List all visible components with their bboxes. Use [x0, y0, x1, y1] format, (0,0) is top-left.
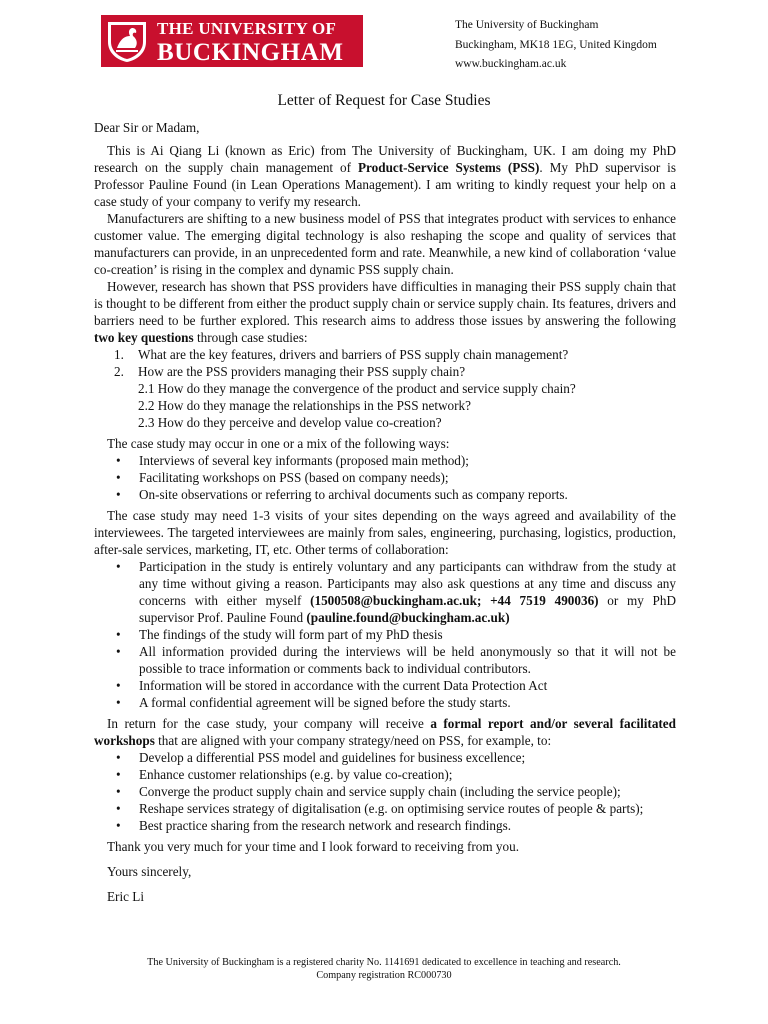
- letter-body: [94, 119, 676, 905]
- return-text-offer: a formal report and/or several facilitated workshops: [94, 716, 676, 748]
- footer-charity: The University of Buckingham is a registered charity No. 1141691 dedicated to excellence in teaching and research.: [147, 957, 621, 968]
- address-line-postal: Buckingham, MK18 1EG, United Kingdom: [455, 38, 657, 51]
- address-line-website: www.buckingham.ac.uk: [455, 58, 567, 70]
- paragraph-problem: [94, 278, 676, 346]
- question-number: 2.: [114, 364, 124, 379]
- subquestion-item: 2.1 How do they manage the convergence of the product and service supply chain?: [138, 381, 576, 396]
- logo-line-1: THE UNIVERSITY OF: [157, 19, 337, 38]
- intro-text-c: . My PhD supervisor is Professor Pauline Found (in Lean Operations Management). I am writing to kindly request your help on a case study of your company to verify my research.: [94, 160, 676, 209]
- ways-intro: The case study may occur in one or a mix of the following ways:: [107, 436, 450, 451]
- benefits-list: [94, 749, 676, 834]
- list-item: • Interviews of several key informants (proposed main method);: [94, 452, 676, 469]
- terms-text-c: or my PhD supervisor Prof. Pauline Found: [139, 593, 676, 625]
- problem-text-c: through case studies:: [193, 330, 308, 345]
- intro-text-pss: Product-Service Systems (PSS): [357, 160, 540, 175]
- address-line-name: The University of Buckingham: [455, 19, 599, 31]
- question-text: How are the PSS providers managing their PSS supply chain?: [138, 364, 466, 379]
- salutation: Dear Sir or Madam,: [94, 120, 200, 135]
- letter-title: Letter of Request for Case Studies: [277, 92, 491, 109]
- list-item: • The findings of the study will form part of my PhD thesis: [94, 626, 676, 643]
- list-item: • All information provided during the interviews will be held anonymously so that it will not be possible to trace information or comments back to individual contributors.: [94, 643, 676, 677]
- problem-text-key: two key questions: [94, 330, 194, 345]
- university-address: [455, 16, 657, 75]
- swan-crest-icon: [104, 18, 150, 64]
- list-item: • Converge the product supply chain and service supply chain (including the service people);: [94, 783, 676, 800]
- logo-wordmark: [157, 20, 344, 65]
- page-footer: [0, 956, 768, 982]
- intro-text-a: This is Ai Qiang Li (known as Eric) from The University of Buckingham, UK. I am doing my PhD research on the supply chain management of: [94, 143, 676, 175]
- list-item: • Information will be stored in accordance with the current Data Protection Act: [94, 677, 676, 694]
- closing-line: Yours sincerely,: [107, 864, 192, 879]
- logo-line-2: BUCKINGHAM: [157, 39, 344, 66]
- list-item: • Develop a differential PSS model and guidelines for business excellence;: [94, 749, 676, 766]
- terms-text-a: Participation in the study is entirely voluntary and any participants can withdraw from the study at any time without giving a reason. Participants may also ask questions at any time and discuss any concerns with either myself: [139, 559, 676, 608]
- list-item: • Enhance customer relationships (e.g. by value co-creation);: [94, 766, 676, 783]
- list-item: • On-site observations or referring to archival documents such as company reports.: [94, 486, 676, 503]
- paragraph-return: [94, 715, 676, 749]
- thanks-line: Thank you very much for your time and I look forward to receiving from you.: [107, 839, 519, 854]
- list-item: • A formal confidential agreement will be signed before the study starts.: [94, 694, 676, 711]
- list-item: • Reshape services strategy of digitalisation (e.g. on optimising service routes of people & parts);: [94, 800, 676, 817]
- university-logo: [101, 15, 363, 67]
- ways-list: [94, 452, 676, 503]
- list-item: • Facilitating workshops on PSS (based on company needs);: [94, 469, 676, 486]
- question-list: [94, 346, 676, 380]
- paragraph-context: Manufacturers are shifting to a new business model of PSS that integrates product with services to enhance customer value. The emerging digital technology is also reshaping the scope and quality of services that manufacturers can provide, in an unprecedented form and rate. Meanwhile, a new kind of collaboration ‘value co-creation’ is rising in the complex and dynamic PSS supply chain.: [94, 211, 676, 277]
- footer-registration: Company registration RC000730: [316, 970, 452, 981]
- signature-name: Eric Li: [107, 889, 144, 904]
- contact-details: (1500508@buckingham.ac.uk; +44 7519 490036): [310, 593, 599, 608]
- supervisor-email: (pauline.found@buckingham.ac.uk): [306, 610, 510, 625]
- return-text-a: In return for the case study, your company will receive: [107, 716, 431, 731]
- list-item: [94, 558, 676, 626]
- terms-list: [94, 558, 676, 711]
- question-number: 1.: [114, 347, 124, 362]
- return-text-c: that are aligned with your company strategy/need on PSS, for example, to:: [154, 733, 552, 748]
- question-text: What are the key features, drivers and barriers of PSS supply chain management?: [138, 347, 569, 362]
- list-item: • Best practice sharing from the research network and research findings.: [94, 817, 676, 834]
- paragraph-intro: [94, 142, 676, 210]
- paragraph-visits: The case study may need 1-3 visits of your sites depending on the ways agreed and availability of the interviewees. The targeted interviewees are mainly from sales, engineering, purchasing, logistics, production, after-sale services, marketing, IT, etc. Other terms of collaboration:: [94, 508, 676, 557]
- question-item: [94, 346, 676, 363]
- subquestion-item: 2.2 How do they manage the relationships in the PSS network?: [138, 398, 471, 413]
- problem-text-a: However, research has shown that PSS providers have difficulties in managing their PSS supply chain that is thought to be different from either the product supply chain or service supply chain. Its features, drivers and barriers need to be further explored. This research aims to address those issues by answering the following: [94, 279, 676, 328]
- subquestion-item: 2.3 How do they perceive and develop value co-creation?: [138, 415, 442, 430]
- question-item: [94, 363, 676, 380]
